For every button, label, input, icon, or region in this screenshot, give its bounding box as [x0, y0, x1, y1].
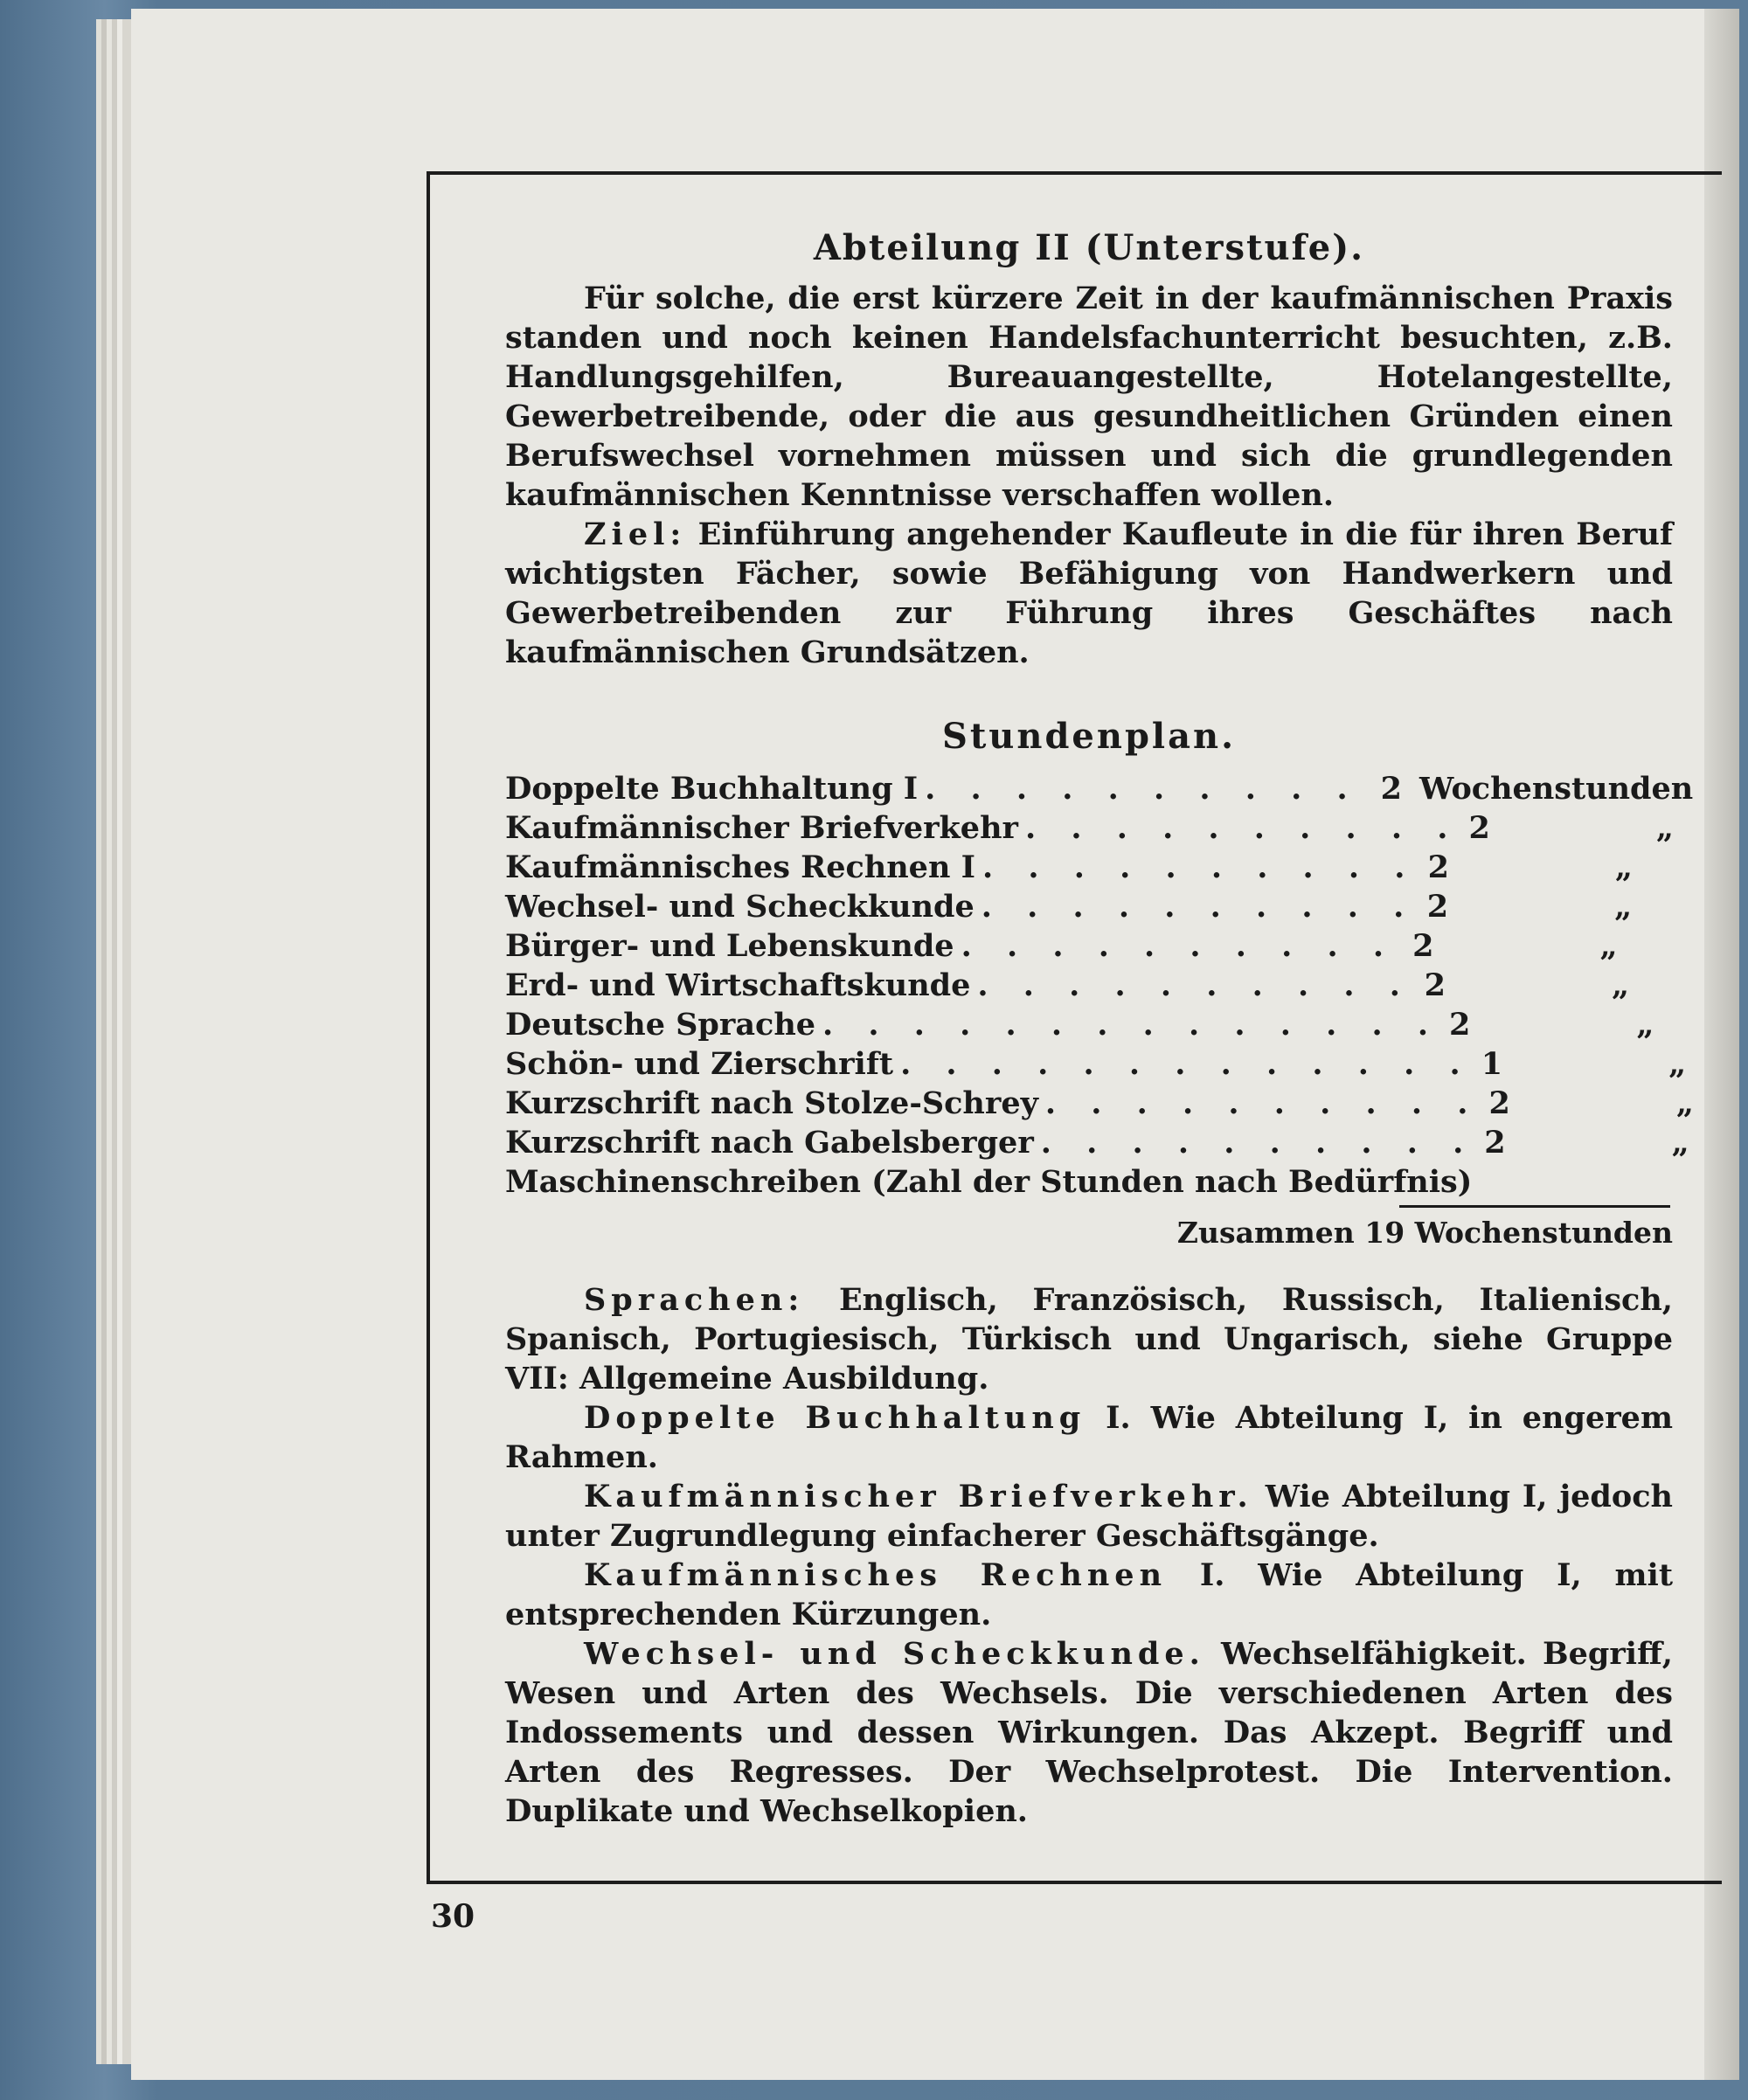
schedule-row-typing [505, 1162, 1673, 1202]
row-hours: 2 [1426, 889, 1449, 925]
intro-paragraph: Für solche, die erst kürzere Zeit in der kaufmännischen Praxis standen und noch keinen Handelsfachunterricht besuchten, z.B. Handlungsgehilfen, Bureauangestellte, Hotelangestellte, Gewerbetreibende, oder die aus gesundheitlichen Gründen einen Berufswechsel vornehmen müssen und sich die grundlegenden kaufmännischen Kenntnisse verschaffen wollen. [505, 281, 1673, 513]
row-hours: 2 [1424, 967, 1446, 1003]
row-subject: Erd- und Wirtschaftskunde [505, 967, 971, 1003]
row-subject: Kaufmännisches Rechnen I [505, 849, 975, 885]
subject-paragraph [505, 1556, 1673, 1634]
row-leader-dots: . . . . . . . . . . [925, 771, 1360, 807]
languages-label: Sprachen: [584, 1282, 805, 1318]
row-unit: „ [1599, 928, 1618, 964]
goal-text: Einführung angehender Kaufleute in die für ihren Beruf wichtigsten Fächer, sowie Befähigung von Handwerkern und Gewerbetreibenden zur Führung ihres Geschäftes nach kaufmännischen Grundsätzen. [505, 516, 1673, 670]
row-unit: „ [1614, 849, 1634, 885]
subject-text: Wie Abteilung I, jedoch unter Zugrundlegung einfacherer Geschäftsgänge. [505, 1479, 1673, 1554]
row-leader-dots: . . . . . . . . . . [1044, 1085, 1481, 1121]
row-unit: „ [1668, 1046, 1687, 1082]
page-content [505, 227, 1694, 1831]
row-hours: 1 [1481, 1046, 1503, 1082]
schedule-row [505, 966, 1673, 1005]
schedule-total: Zusammen 19 Wochenstunden [1176, 1216, 1673, 1250]
row-unit: Wochenstunden [1419, 771, 1694, 807]
languages-paragraph [505, 1280, 1673, 1398]
schedule-row [505, 1084, 1694, 1123]
row-subject: Kurzschrift nach Stolze-Schrey [505, 1085, 1038, 1121]
subject-text: I. Wie Abteilung I, in engerem Rahmen. [505, 1400, 1673, 1475]
subject-text: Wechselfähigkeit. Begriff, Wesen und Arten des Wechsels. Die verschiedenen Arten des Indossements und dessen Wirkungen. Das Akzept. Begriff und Arten des Regresses. Der Wechselprotest. Die Intervention. Duplikate und Wechselkopien. [505, 1636, 1673, 1829]
schedule-row [505, 848, 1673, 887]
row-leader-dots: . . . . . . . . . . . . . [900, 1046, 1473, 1082]
row-unit: „ [1611, 967, 1630, 1003]
schedule-row [505, 1044, 1687, 1084]
row-leader-dots: . . . . . . . . . . [1024, 810, 1460, 846]
page-number: 30 [431, 1898, 475, 1935]
row-subject: Kaufmännischer Briefverkehr [505, 810, 1018, 846]
row-hours: 2 [1488, 1085, 1510, 1121]
row-subject: Doppelte Buchhaltung I [505, 771, 919, 807]
subject-label: Wechsel- und Scheckkunde. [584, 1636, 1205, 1672]
row-hours: 2 [1427, 849, 1449, 885]
subject-label: Kaufmännisches Rechnen [584, 1557, 1168, 1593]
section-title: Abteilung II (Unterstufe). [813, 227, 1365, 268]
row-unit: „ [1636, 1007, 1654, 1043]
row-hours: 2 [1468, 810, 1490, 846]
row-hours: 2 [1412, 928, 1434, 964]
goal-paragraph [505, 515, 1673, 672]
schedule-row [505, 926, 1673, 966]
row-hours: 2 [1380, 771, 1402, 807]
schedule-title: Stundenplan. [941, 716, 1237, 757]
subject-paragraph [505, 1398, 1673, 1477]
sum-rule [1399, 1205, 1670, 1213]
subject-label: Doppelte Buchhaltung [584, 1400, 1086, 1436]
subject-text: I. Wie Abteilung I, mit entsprechenden Kürzungen. [505, 1557, 1673, 1632]
subject-paragraph [505, 1477, 1673, 1556]
row-unit: „ [1614, 889, 1633, 925]
row-unit: „ [1655, 810, 1674, 846]
row-leader-dots: . . . . . . . . . . [977, 967, 1412, 1003]
goal-label: Ziel: [584, 516, 687, 552]
row-unit: „ [1671, 1125, 1689, 1161]
row-subject: Bürger- und Lebenskunde [505, 928, 954, 964]
row-leader-dots: . . . . . . . . . . . . . . [822, 1007, 1441, 1043]
schedule-row [505, 1123, 1689, 1162]
row-hours: 2 [1449, 1007, 1471, 1043]
schedule-row [505, 887, 1673, 926]
languages-text: Englisch, Französisch, Russisch, Italienisch, Spanisch, Portugiesisch, Türkisch und Ungarisch, siehe Gruppe VII: Allgemeine Ausbildung. [505, 1282, 1673, 1397]
row-hours: 2 [1484, 1125, 1506, 1161]
row-leader-dots: . . . . . . . . . . [961, 928, 1397, 964]
row-leader-dots: . . . . . . . . . . [982, 849, 1418, 885]
row-subject: Kurzschrift nach Gabelsberger [505, 1125, 1034, 1161]
subject-paragraph [505, 1634, 1673, 1831]
row-subject: Maschinenschreiben (Zahl der Stunden nach Bedürfnis) [505, 1164, 1473, 1200]
subject-label: Kaufmännischer Briefverkehr. [584, 1479, 1253, 1514]
row-subject: Wechsel- und Scheckkunde [505, 889, 975, 925]
row-leader-dots: . . . . . . . . . . [1040, 1125, 1476, 1161]
schedule-row [505, 1005, 1673, 1044]
row-leader-dots: . . . . . . . . . . [981, 889, 1417, 925]
schedule-row [505, 808, 1673, 848]
schedule-row [505, 769, 1694, 808]
schedule-table [505, 769, 1694, 1252]
row-subject: Schön- und Zierschrift [505, 1046, 894, 1082]
row-subject: Deutsche Sprache [505, 1007, 816, 1043]
row-unit: „ [1675, 1085, 1694, 1121]
